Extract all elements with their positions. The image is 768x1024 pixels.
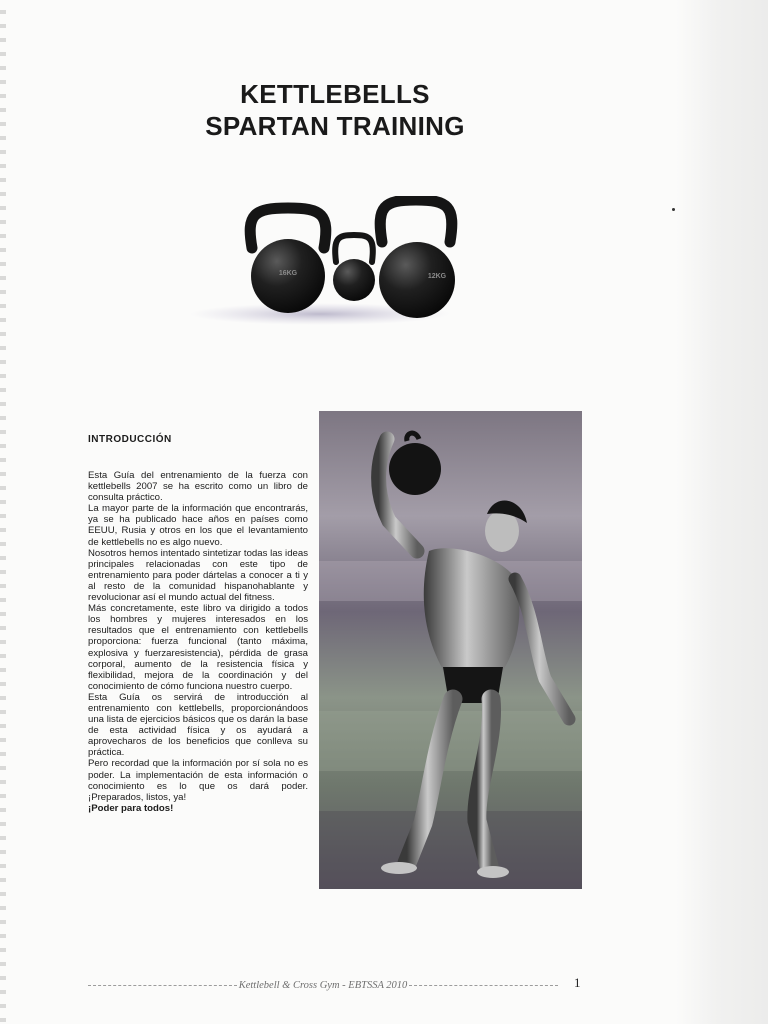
paragraph: Pero recordad que la información por sí sola no es poder. La implementación de esta información o conocimiento es lo que os dará poder. ¡Preparados, listos, ya! <box>88 758 308 803</box>
paragraph: Más concretamente, este libro va dirigido a todos los hombres y mujeres interesados en los resultados que el entrenamiento con kettlebells proporciona: fuerza funcional (tanto máxima, explosiva y fuerzaresistencia), pérdida de grasa corporal, aumento de la resistencia física y flexibilidad, mejora de la coordinación y del conocimiento de cómo funciona nuestro cuerpo. <box>88 603 308 692</box>
scan-shadow <box>676 0 768 1024</box>
section-heading: INTRODUCCIÓN <box>88 434 172 445</box>
kettlebell-large-left <box>250 208 326 313</box>
title-line-1: KETTLEBELLS <box>240 79 430 109</box>
title-line-2: SPARTAN TRAINING <box>205 111 465 141</box>
footer-rule-right <box>409 985 558 986</box>
scan-speck <box>672 208 675 211</box>
athlete-photo <box>319 411 582 889</box>
page-title <box>150 78 520 142</box>
kettlebell-small <box>333 235 375 301</box>
intro-text <box>88 470 308 814</box>
page-number: 1 <box>574 975 581 990</box>
footer-text: Kettlebell & Cross Gym - EBTSSA 2010 <box>238 979 408 991</box>
paragraph: Nosotros hemos intentado sintetizar todas las ideas principales relacionadas con este tipo de entrenamiento para poder dártelas a conocer a ti y al resto de la comunidad hispanohablante y revolucionar así el mundo actual del fitness. <box>88 547 308 604</box>
kettlebell-weight-label: 12KG <box>427 273 447 280</box>
paragraph: Esta Guía os servirá de introducción al entrenamiento con kettlebells, proporcionándoos una lista de ejercicios básicos que os darán la base de esta actividad física y os ayudará a aprovecharos de los beneficios que conlleva su práctica. <box>88 691 308 759</box>
scan-margin-marks <box>0 0 6 1024</box>
page-footer <box>88 978 558 992</box>
kettlebells-illustration <box>190 196 470 328</box>
paragraph: Esta Guía del entrenamiento de la fuerza con kettlebells 2007 se ha escrito como un libro de consulta práctico. <box>88 470 308 504</box>
footer-rule-left <box>88 985 237 986</box>
closing-slogan: ¡Poder para todos! <box>88 802 174 814</box>
kettlebell-weight-label: 16KG <box>278 270 298 277</box>
kettlebell-large-right <box>379 200 455 318</box>
paragraph: La mayor parte de la información que encontrarás, ya se ha publicado hace años en países como EEUU, Rusia y otros en los que el levantamiento de kettlebells no es algo nuevo. <box>88 503 308 548</box>
